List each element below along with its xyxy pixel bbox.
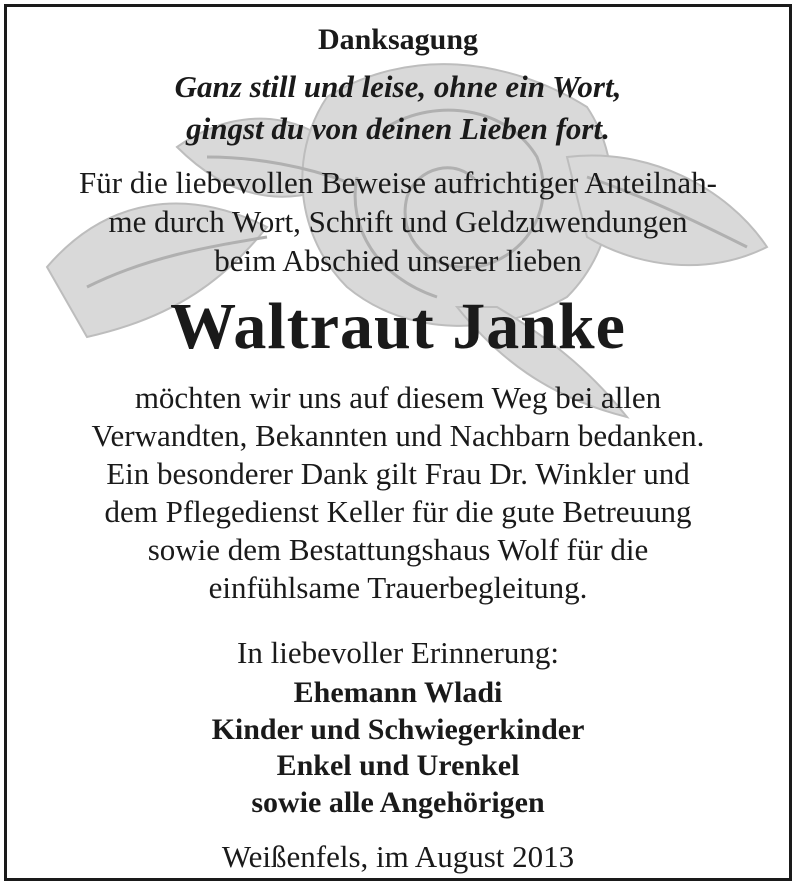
thanks-line: sowie dem Bestattungshaus Wolf für die bbox=[147, 532, 649, 567]
verse-line: gingst du von deinen Lieben fort. bbox=[186, 111, 610, 146]
thanks-line: Ein besonderer Dank gilt Frau Dr. Winkler und bbox=[106, 456, 690, 491]
mourner-line: Enkel und Urenkel bbox=[276, 749, 520, 782]
memory-label: In liebevoller Erinnerung: bbox=[237, 635, 559, 670]
mourner-line: Ehemann Wladi bbox=[293, 676, 503, 709]
mourner-line: sowie alle Angehörigen bbox=[251, 786, 545, 819]
intro-line: me durch Wort, Schrift und Geldzuwendungen bbox=[108, 204, 688, 239]
verse-line: Ganz still und leise, ohne ein Wort, bbox=[174, 69, 622, 104]
notice-heading: Danksagung bbox=[317, 23, 479, 56]
notice-frame bbox=[4, 4, 792, 881]
thanks-line: dem Pflegedienst Keller für die gute Betreuung bbox=[104, 494, 692, 529]
intro-line: Für die liebevollen Beweise aufrichtiger Anteilnah- bbox=[79, 165, 717, 200]
place-date: Weißenfels, im August 2013 bbox=[221, 839, 575, 874]
deceased-name: Waltraut Janke bbox=[170, 290, 626, 363]
thanks-line: möchten wir uns auf diesem Weg bei allen bbox=[134, 380, 662, 415]
intro-line: beim Abschied unserer lieben bbox=[214, 243, 582, 278]
thanks-line: einfühlsame Trauerbegleitung. bbox=[208, 570, 588, 605]
thanks-line: Verwandten, Bekannten und Nachbarn bedanken. bbox=[91, 418, 705, 453]
mourner-line: Kinder und Schwiegerkinder bbox=[211, 713, 585, 746]
